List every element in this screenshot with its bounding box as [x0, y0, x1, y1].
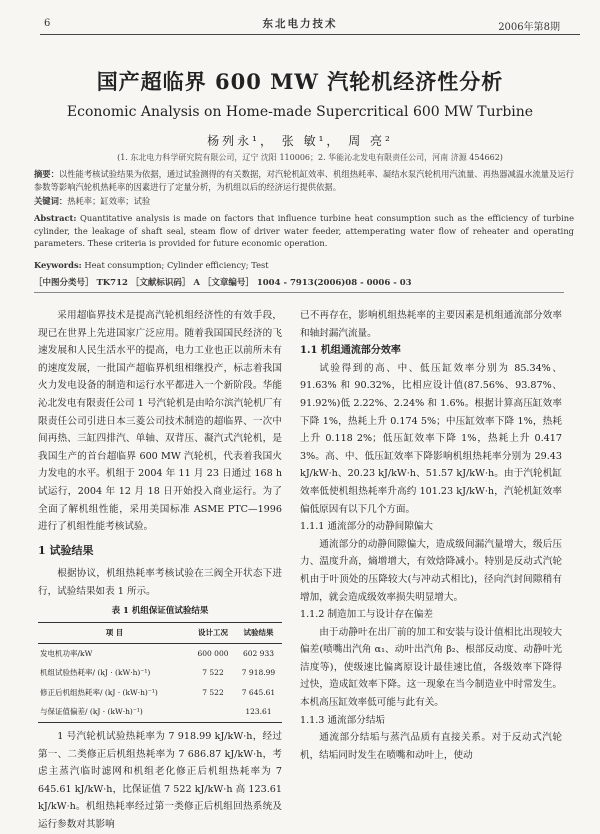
- section-1-heading: 1 试验结果: [38, 543, 94, 557]
- table-cell: 602 933: [242, 648, 274, 658]
- table-row: [38, 683, 282, 703]
- table-row: [38, 663, 282, 683]
- table-cell: 600 000: [197, 648, 229, 658]
- table-cell: 7 522: [202, 687, 224, 697]
- table-header-cell: 项 目: [105, 628, 124, 638]
- author-list: 杨列永¹， 张 敏¹， 周 亮²: [207, 134, 393, 148]
- table-cell: 7 645.61: [241, 687, 276, 697]
- abstract-en-label: Abstract:: [34, 213, 77, 223]
- table-header-cell: 设计工况: [197, 628, 228, 638]
- table-row: [38, 643, 282, 663]
- abstract-cn-label: 摘要：: [34, 169, 59, 179]
- classification-line: ［中图分类号］ TK712 ［文献标识码］ A ［文章编号］ 1004 - 7913(2006)08 - 0006 - 03: [34, 278, 412, 288]
- keywords-cn-text: 热耗率；缸效率；试验: [67, 196, 151, 206]
- keywords-cn-label: 关键词：: [34, 196, 68, 206]
- table-cell: 7 522: [202, 668, 224, 678]
- section-1-1-2-heading: 1.1.2 制造加工与设计存在偏差: [300, 609, 433, 621]
- results-table: [38, 622, 282, 723]
- abstract-cn-text: 以性能考核试验结果为依据，通过试验测得的有关数据，对汽轮机缸效率、机组热耗率、凝结水泵汽轮机用汽流量、再热器减温水流量及运行参数等影响汽轮机热耗率的因素进行了定量分析，为机组以后的经济运行提供依据。: [34, 169, 574, 192]
- section-1-paragraph: 根据协议，机组热耗率考核试验在三阀全开状态下进行，试验结果如表 1 所示。: [38, 568, 282, 597]
- section-1-1-1-heading: 1.1.1 通流部分的动静间隙偏大: [300, 521, 433, 533]
- table-cell: 123.61: [245, 707, 272, 717]
- table-row: [38, 702, 282, 722]
- section-1-1-2-paragraph: 由于动静叶在出厂前的加工和安装与设计值相比出现较大偏差(喷嘴出汽角 α₁、动叶出汽角 β₂、根部反动度、动静叶光洁度等)，使级速比偏离原设计最佳速比值，各级效率下降得过快，造成缸效率下降。这一现象在当今制造业中时常发生。本机高压缸效率低可能与此有关。: [300, 626, 562, 709]
- section-1-1-3-heading: 1.1.3 通流部分结垢: [300, 714, 386, 726]
- section-1-1-heading: 1.1 机组通流部分效率: [300, 345, 401, 357]
- table-cell: 修正后机组热耗率/ (kJ · (kW·h)⁻¹): [40, 687, 158, 697]
- table-cell: 发电机功率/kW: [40, 648, 93, 658]
- keywords-en: [34, 259, 574, 272]
- section-1-1-3-paragraph: 通流部分结垢与蒸汽品质有直接关系。对于反动式汽轮机，结垢同时发生在喷嘴和动叶上，使动: [300, 732, 562, 761]
- section-1-1-1-paragraph: 通流部分的动静间隙偏大，造成级间漏汽量增大，级后压力、温度升高，熵增增大，有效焓降减小。特别是反动式汽轮机由于叶顶处的压降较大(与冲动式相比)，径向汽封间隙稍有增加，就会造成级效率损失明显增大。: [300, 538, 562, 603]
- running-header-page-number: 6: [44, 18, 51, 29]
- right-column: [300, 307, 562, 764]
- header-rule: [40, 34, 580, 35]
- keywords-cn: [34, 195, 574, 208]
- running-header-issue: 2006年第8期: [498, 22, 560, 33]
- intro-paragraph: 采用超临界技术是提高汽轮机组经济性的有效手段，现已在世界上先进国家广泛应用。随着我国国民经济的飞速发展和人民生活水平的提高，电力工业也正以前所未有的速度发展，一批国产超临界机组相继投产，标志着我国火力发电设备的制造和运行水平都进入一个新阶段。华能沁北发电有限责任公司 1 号汽轮机是由哈尔滨汽轮机厂有限责任公司引进日本三菱公司技术制造的超临界、一次中间再热、三缸四排汽、单轴、双背压、凝汽式汽轮机，是我国生产的首台超临界 600 MW 汽轮机，代表着我国火力发电的水平。机组于 2004 年 11 月 23 日通过 168 h 试运行，2004 年 12 月 18 日开始投入商业运行。为了全面了解机组性能，采用美国标准 ASME PTC—1996 进行了机组性能考核试验。: [38, 310, 282, 533]
- table-cell: 机组试验热耗率/ (kJ · (kW·h)⁻¹): [40, 668, 151, 678]
- section-1-1-paragraph: 试验得到的高、中、低压缸效率分别为 85.34%、91.63% 和 90.32%，比相应设计值(87.56%、93.87%、91.92%)低 2.22%、2.24% 和 1.6%。根据计算高压缸效率下降 1%，热耗上升 0.174 5%；中压缸效率下降 1%，热耗上升 0.118 2%；低压缸效率下降 1%，热耗上升 0.417 3%。高、中、低压缸效率下降影响机组热耗率分别为 29.43 kJ/kW·h、20.23 kJ/kW·h、51.57 kJ/kW·h。由于汽轮机缸效率低使机组热耗率升高约 101.23 kJ/kW·h，汽轮机缸效率偏低原因有以下几个方面。: [300, 362, 562, 515]
- author-affiliation: (1. 东北电力科学研究院有限公司，辽宁 沈阳 110006；2. 华能沁北发电有限责任公司，河南 济源 454662): [117, 153, 503, 162]
- continuation-paragraph: 已不再存在，影响机组热耗率的主要因素是机组通流部分效率和轴封漏汽流量。: [300, 310, 562, 339]
- table-cell: 7 918.99: [241, 668, 276, 678]
- table-cell: [191, 702, 235, 722]
- table-header-row: [38, 623, 282, 644]
- abstract-cn: [34, 168, 574, 194]
- keywords-en-text: Heat consumption; Cylinder efficiency; Test: [84, 260, 269, 270]
- paper-english-title: Economic Analysis on Home-made Supercritical 600 MW Turbine: [66, 104, 534, 120]
- abstract-en-text: Quantitative analysis is made on factors that influence turbine heat consumption such as the efficiency of turbine cylinder, the leakage of shaft seal, steam flow of driver water feeder, attemperating water flow of reheater and operating parameters. These criteria is provided for future economic operation.: [34, 213, 574, 248]
- running-header-journal: 东北电力技术: [262, 18, 338, 30]
- paper-title: 国产超临界 600 MW 汽轮机经济性分析: [96, 69, 504, 94]
- abstract-en: [34, 212, 574, 250]
- left-column: [38, 307, 282, 834]
- table-1-caption: 表 1 机组保证值试验结果: [111, 605, 209, 616]
- table-cell: 与保证值偏差/ (kJ · (kW·h)⁻¹): [40, 707, 143, 717]
- abstract-separator: [34, 292, 564, 293]
- table-header-cell: 试验结果: [243, 628, 274, 638]
- after-table-paragraph: 1 号汽轮机试验热耗率为 7 918.99 kJ/kW·h，经过第一、二类修正后机组热耗率为 7 686.87 kJ/kW·h，考虑主蒸汽临时滤网和机组老化修正后机组热耗率为 7 645.61 kJ/kW·h，比保证值 7 522 kJ/kW·h 高 123.61 kJ/kW·h。机组热耗率经过第一类修正后机组回热系统及运行参数对其影响: [38, 731, 282, 831]
- keywords-en-label: Keywords:: [34, 260, 82, 270]
